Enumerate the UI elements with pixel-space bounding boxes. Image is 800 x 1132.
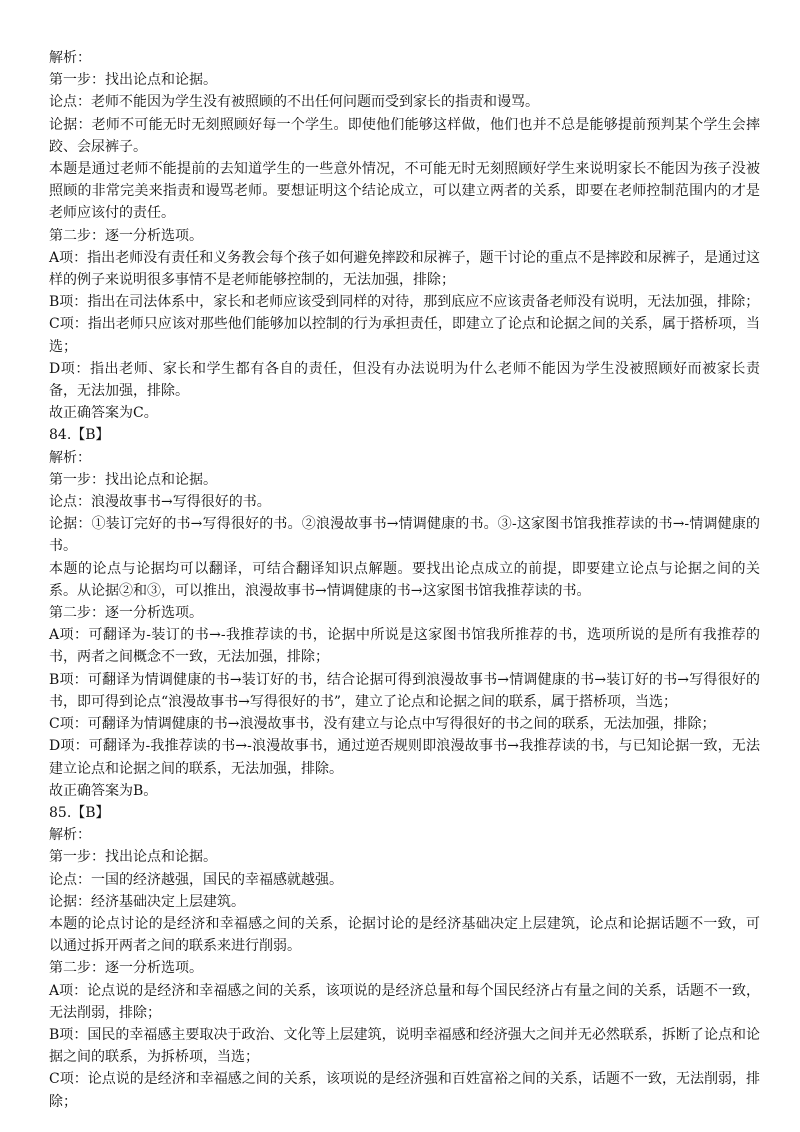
option-d-analysis: D项：指出老师、家长和学生都有各自的责任，但没有办法说明为什么老师不能因为学生没被照顾好而被家长责备，无法加强，排除。: [49, 360, 760, 400]
option-a-analysis: A项：可翻译为-装订的书→-我推荐读的书，论据中所说是这家图书馆我所推荐的书，选项所说的是所有我推荐的书，两者之间概念不一致，无法加强，排除；: [49, 627, 760, 666]
explanation-paragraph: 本题是通过老师不能提前的去知道学生的一些意外情况，不可能无时无刻照顾好学生来说明家长不能因为孩子没被照顾的非常完美来指责和谩骂老师。要想证明这个结论成立，可以建立两者的关系，即要在老师控制范围内的才是老师应该付的责任。: [49, 161, 760, 222]
argument-text: 论点：一国的经济越强，国民的幸福感就越强。: [49, 871, 343, 888]
option-c-analysis: C项：可翻译为情调健康的书→浪漫故事书，没有建立与论点中写得很好的书之间的联系，无法加强，排除；: [49, 716, 716, 733]
question-number: 85.【B】: [49, 804, 110, 821]
question-number: 84.【B】: [49, 427, 110, 444]
argument-text: 论点：浪漫故事书→写得很好的书。: [49, 494, 271, 511]
step-one-heading: 第一步：找出论点和论据。: [49, 471, 217, 488]
argument-text: 论点：老师不能因为学生没有被照顾的不出任何问题而受到家长的指责和谩骂。: [49, 94, 539, 111]
explanation-paragraph: 本题的论点讨论的是经济和幸福感之间的关系，论据讨论的是经济基础决定上层建筑，论点和论据话题不一致，可以通过拆开两者之间的联系来进行削弱。: [49, 915, 760, 955]
analysis-heading: 解析：: [49, 449, 91, 466]
step-two-heading: 第二步：逐一分析选项。: [49, 605, 203, 622]
option-c-analysis: C项：指出老师只应该对那些他们能够加以控制的行为承担责任，即建立了论点和论据之间的关系，属于搭桥项，当选；: [49, 316, 760, 355]
option-c-analysis: C项：论点说的是经济和幸福感之间的关系，该项说的是经济强和百姓富裕之间的关系，话题不一致，无法削弱，排除；: [49, 1071, 760, 1110]
evidence-text: 论据：经济基础决定上层建筑。: [49, 893, 245, 910]
option-b-analysis: B项：国民的幸福感主要取决于政治、文化等上层建筑，说明幸福感和经济强大之间并无必然联系，拆断了论点和论据之间的联系，为拆桥项，当选；: [49, 1026, 760, 1066]
step-one-heading: 第一步：找出论点和论据。: [49, 849, 217, 866]
step-two-heading: 第二步：逐一分析选项。: [49, 960, 203, 977]
step-one-heading: 第一步：找出论点和论据。: [49, 72, 217, 89]
explanation-paragraph: 本题的论点与论据均可以翻译，可结合翻译知识点解题。要找出论点成立的前提，即要建立论点与论据之间的关系。从论据②和③，可以推出，浪漫故事书→情调健康的书→这家图书馆我推荐读的书。: [49, 560, 760, 599]
analysis-heading: 解析：: [49, 50, 91, 66]
answer-line: 故正确答案为B。: [49, 782, 158, 799]
step-two-heading: 第二步：逐一分析选项。: [49, 227, 203, 244]
option-b-analysis: B项：可翻译为情调健康的书→装订好的书，结合论据可得到浪漫故事书→情调健康的书→装订好的书→写得很好的书，即可得到论点“浪漫故事书→写得很好的书”，建立了论点和论据之间的联系，属于搭桥项，当选；: [49, 671, 760, 710]
evidence-text: 论据：老师不可能无时无刻照顾好每一个学生。即使他们能够这样做，他们也并不总是能够提前预判某个学生会摔跤、会尿裤子。: [49, 116, 760, 155]
answer-line: 故正确答案为C。: [49, 405, 158, 422]
option-a-analysis: A项：论点说的是经济和幸福感之间的关系，该项说的是经济总量和每个国民经济占有量之间的关系，话题不一致，无法削弱，排除；: [49, 982, 760, 1021]
option-b-analysis: B项：指出在司法体系中，家长和老师应该受到同样的对待，那到底应不应该责备老师没有说明，无法加强，排除；: [49, 294, 760, 311]
option-d-analysis: D项：可翻译为-我推荐读的书→-浪漫故事书，通过逆否规则即浪漫故事书→我推荐读的书，与已知论据一致，无法建立论点和论据之间的联系，无法加强，排除。: [49, 738, 760, 777]
analysis-heading: 解析：: [49, 827, 91, 844]
evidence-text: 论据：①装订完好的书→写得很好的书。②浪漫故事书→情调健康的书。③-这家图书馆我推荐读的书→-情调健康的书。: [49, 516, 760, 555]
option-a-analysis: A项：指出老师没有责任和义务教会每个孩子如何避免摔跤和尿裤子，题干讨论的重点不是摔跤和尿裤子，是通过这样的例子来说明很多事情不是老师能够控制的，无法加强，排除；: [49, 249, 760, 289]
